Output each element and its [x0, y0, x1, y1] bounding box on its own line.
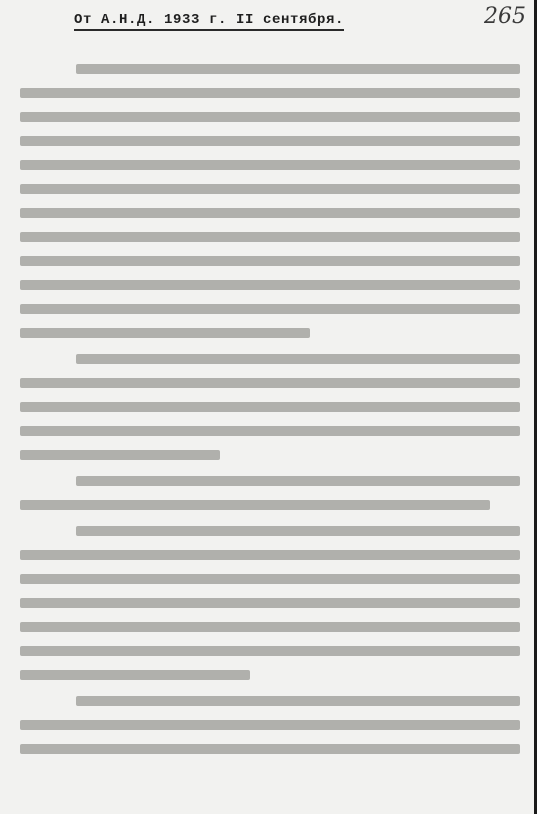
illegible-line — [20, 232, 520, 242]
illegible-line — [20, 256, 520, 266]
illegible-line — [20, 622, 520, 632]
illegible-line — [20, 160, 520, 170]
illegible-line — [20, 88, 520, 98]
illegible-line — [20, 550, 520, 560]
illegible-line — [76, 696, 520, 706]
illegible-line — [76, 526, 520, 536]
letter-header: От А.Н.Д. 1933 г. II сентября. — [74, 12, 344, 31]
illegible-line — [20, 402, 520, 412]
illegible-line — [20, 184, 520, 194]
illegible-line — [20, 646, 520, 656]
illegible-line — [20, 426, 520, 436]
illegible-line — [20, 136, 520, 146]
illegible-line — [20, 304, 520, 314]
illegible-line — [76, 354, 520, 364]
illegible-line — [76, 64, 520, 74]
illegible-line — [20, 280, 520, 290]
illegible-line — [20, 378, 520, 388]
illegible-line — [76, 476, 520, 486]
letter-body — [20, 50, 520, 754]
illegible-line — [20, 450, 220, 460]
illegible-line — [20, 208, 520, 218]
handwritten-page-number: 265 — [484, 4, 526, 29]
illegible-line — [20, 670, 250, 680]
illegible-line — [20, 328, 310, 338]
illegible-line — [20, 744, 520, 754]
illegible-line — [20, 500, 490, 510]
illegible-line — [20, 112, 520, 122]
illegible-line — [20, 574, 520, 584]
illegible-line — [20, 720, 520, 730]
illegible-line — [20, 598, 520, 608]
